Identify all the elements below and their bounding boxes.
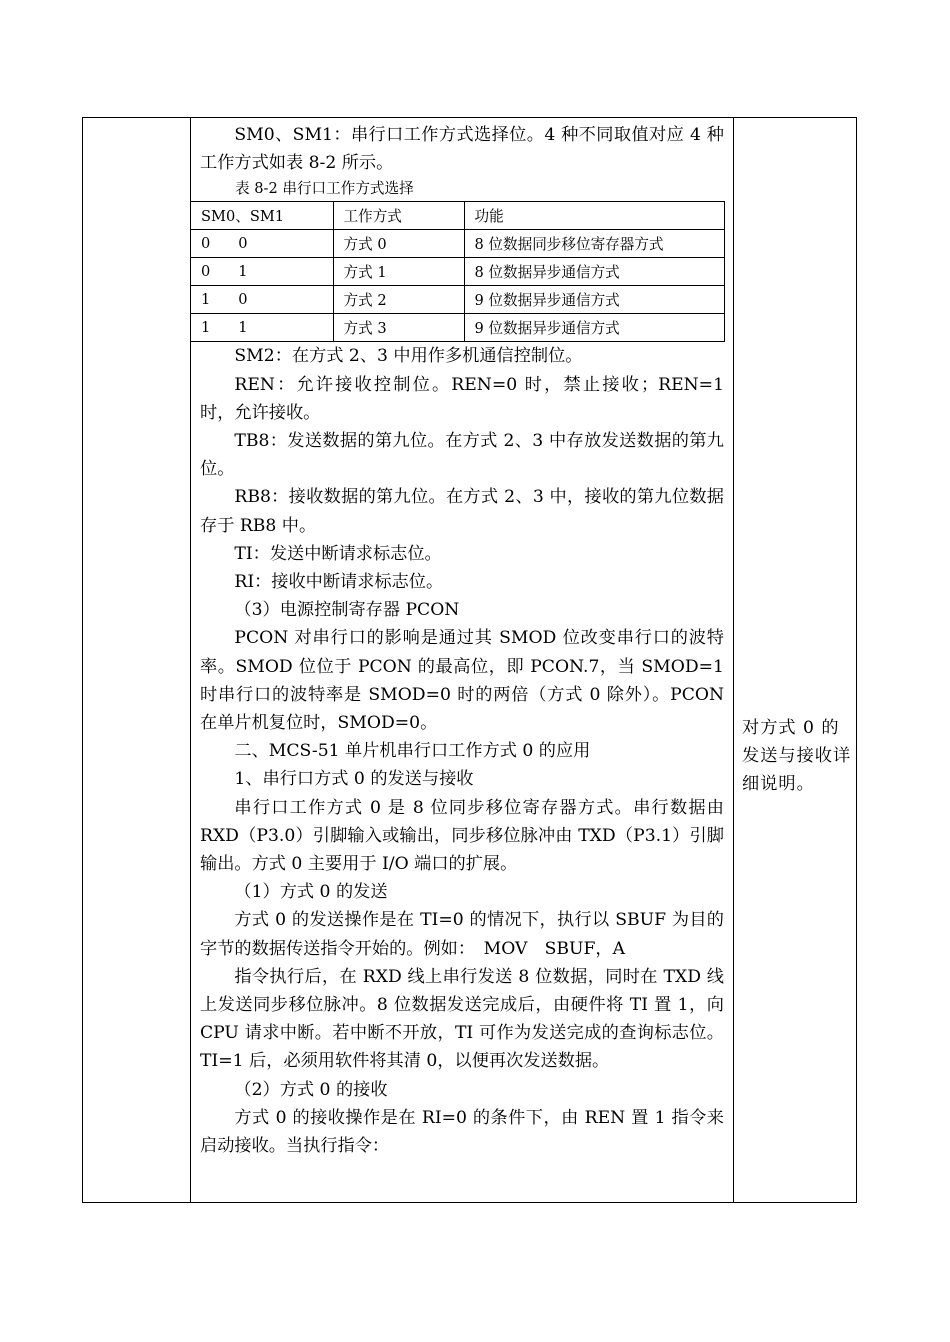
cell-mode: 方式 2 <box>333 286 464 314</box>
cell-sm-bits: 0 1 <box>191 258 333 286</box>
side-note: 对方式 0 的发送与接收详细说明。 <box>742 718 852 795</box>
paragraph-receive-operation: 方式 0 的接收操作是在 RI=0 的条件下，由 REN 置 1 指令来启动接收。当执行指令： <box>200 1107 724 1157</box>
cell-function: 9 位数据异步通信方式 <box>464 314 724 342</box>
paragraph-send-operation: 方式 0 的发送操作是在 TI=0 的情况下，执行以 SBUF 为目的字节的数据传送指令开始的。例如： MOV SBUF，A <box>200 910 724 959</box>
paragraph-ri: RI：接收中断请求标志位。 <box>234 572 444 593</box>
cell-sm-bits: 1 0 <box>191 286 333 314</box>
subheading-send-receive: 1、串行口方式 0 的发送与接收 <box>234 769 474 790</box>
paragraph-pcon: PCON 对串行口的影响是通过其 SMOD 位改变串行口的波特率。SMOD 位位于 PCON 的最高位，即 PCON.7，当 SMOD=1 时串行口的波特率是 SMOD=0 时的两倍（方式 0 除外）。PCON 在单片机复位时，SMOD=0。 <box>200 628 724 734</box>
cell-mode: 方式 0 <box>333 230 464 258</box>
serial-mode-table <box>191 201 725 342</box>
paragraph-sm2: SM2：在方式 2、3 中用作多机通信控制位。 <box>234 346 583 367</box>
paragraph-rb8: RB8：接收数据的第九位。在方式 2、3 中，接收的第九位数据存于 RB8 中。 <box>200 487 724 536</box>
heading-mode0-send: （1）方式 0 的发送 <box>234 882 388 903</box>
table-caption: 表 8-2 串行口工作方式选择 <box>235 180 414 198</box>
heading-mode0-receive: （2）方式 0 的接收 <box>234 1079 388 1100</box>
lesson-plan-table <box>82 117 857 1203</box>
cell-mode: 方式 1 <box>333 258 464 286</box>
paragraph-sm0-sm1: SM0、SM1：串行口工作方式选择位。4 种不同取值对应 4 种工作方式如表 8-2 所示。 <box>200 125 724 174</box>
cell-sm-bits: 1 1 <box>191 314 333 342</box>
header-sm0-sm1: SM0、SM1 <box>191 202 333 230</box>
header-mode: 工作方式 <box>333 202 464 230</box>
main-content-cell <box>191 118 732 1160</box>
table-row <box>191 286 724 314</box>
paragraph-ren: REN：允许接收控制位。REN=0 时，禁止接收；REN=1 时，允许接收。 <box>200 374 724 423</box>
heading-pcon: （3）电源控制寄存器 PCON <box>234 600 460 621</box>
cell-function: 8 位数据同步移位寄存器方式 <box>464 230 724 258</box>
cell-mode: 方式 3 <box>333 314 464 342</box>
table-row <box>191 230 724 258</box>
paragraph-tb8: TB8：发送数据的第九位。在方式 2、3 中存放发送数据的第九位。 <box>200 431 724 480</box>
table-row <box>191 258 724 286</box>
paragraph-send-detail: 指令执行后，在 RXD 线上串行发送 8 位数据，同时在 TXD 线上发送同步移位脉冲。8 位数据发送完成后，由硬件将 TI 置 1，向 CPU 请求中断。若中断不开放，TI 可作为发送完成的查询标志位。TI=1 后，必须用软件将其清 0，以便再次发送数据。 <box>200 966 724 1072</box>
table-header-row <box>191 202 724 230</box>
section-heading-mode0: 二、MCS-51 单片机串行口工作方式 0 的应用 <box>234 741 591 762</box>
column-divider-right <box>733 118 734 1202</box>
cell-sm-bits: 0 0 <box>191 230 333 258</box>
paragraph-ti: TI：发送中断请求标志位。 <box>234 543 442 564</box>
table-row <box>191 314 724 342</box>
header-function: 功能 <box>464 202 724 230</box>
cell-function: 9 位数据异步通信方式 <box>464 286 724 314</box>
paragraph-mode0-intro: 串行口工作方式 0 是 8 位同步移位寄存器方式。串行数据由 RXD（P3.0）引脚输入或输出，同步移位脉冲由 TXD（P3.1）引脚输出。方式 0 主要用于 I/O 端口的扩展。 <box>200 797 724 875</box>
cell-function: 8 位数据异步通信方式 <box>464 258 724 286</box>
